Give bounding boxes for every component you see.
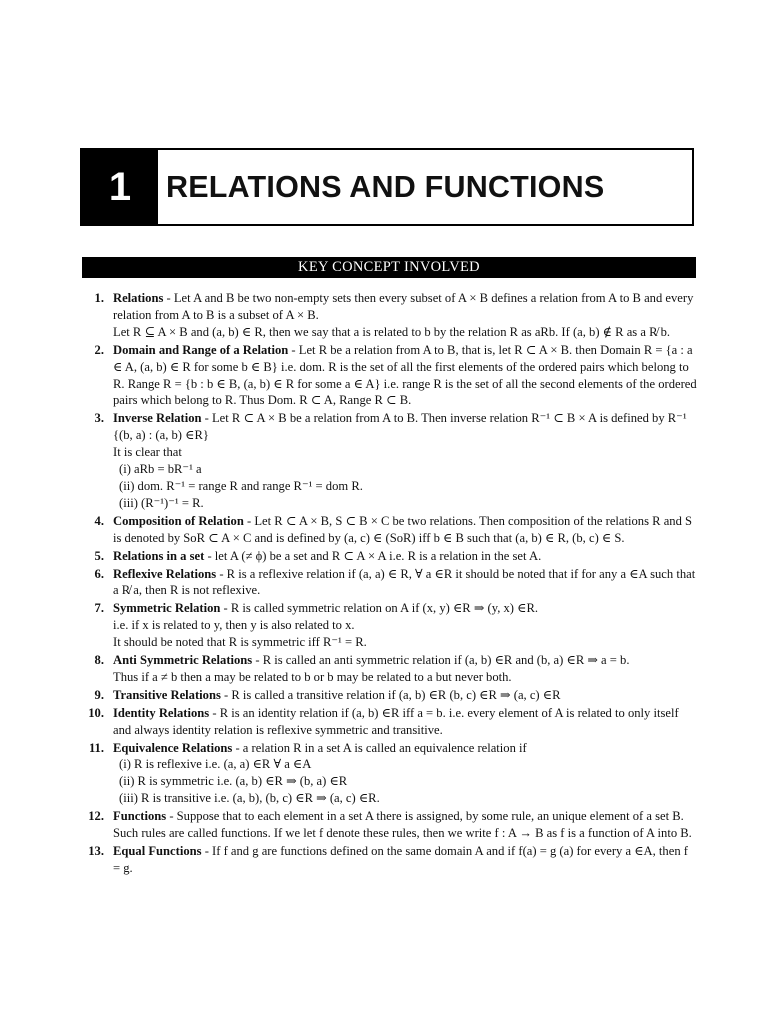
item-text: - R is called an anti symmetric relation if (a, b) ∈R and (b, a) ∈R ⇒ a = b. <box>252 653 630 668</box>
item-line: It should be noted that R is symmetric iff R⁻¹ = R. <box>113 635 367 650</box>
item-line: Let R ⊆ A × B and (a, b) ∈ R, then we say that a is related to b by the relation R as aRb. If (a, b) ∉ R as a R̸ b. <box>113 324 671 339</box>
item-title: Domain and Range of a Relation <box>113 342 289 357</box>
item-body <box>113 513 698 547</box>
item-number: 7. <box>94 601 104 616</box>
concept-item <box>80 513 698 547</box>
item-title: Relations in a set <box>113 548 205 563</box>
chapter-number: 1 <box>82 150 158 224</box>
item-line: (iii) R is transitive i.e. (a, b), (b, c) ∈R ⇒ (a, c) ∈R. <box>119 791 380 806</box>
item-title: Identity Relations <box>113 705 210 720</box>
concept-item <box>80 843 698 877</box>
item-text: - a relation R in a set A is called an equivalence relation if <box>232 740 527 755</box>
item-body <box>113 600 698 617</box>
item-title: Relations <box>113 291 164 305</box>
concept-item <box>80 705 698 739</box>
item-text: - Suppose that to each element in a set A there is assigned, by some rule, an unique element of a set B. Such rules are called functions. If we let f denote these rules, then we write f : A → B as f is a function of A into B. <box>113 809 692 841</box>
item-line: (ii) dom. R⁻¹ = range R and range R⁻¹ = dom R. <box>119 478 363 493</box>
item-number: 4. <box>94 513 104 528</box>
concept-item <box>80 548 698 565</box>
item-number: 13. <box>88 844 104 858</box>
item-text: - R is a reflexive relation if (a, a) ∈ R, ∀ a ∈R it should be noted that if for any a ∈A such that a R̸ a, then R is not reflexive. <box>113 566 696 598</box>
item-body <box>113 566 698 600</box>
concept-item <box>80 808 698 842</box>
concept-item <box>80 290 698 341</box>
item-text: - R is called a transitive relation if (a, b) ∈R (b, c) ∈R ⇒ (a, c) ∈R <box>220 687 561 702</box>
item-body <box>113 548 698 565</box>
item-title: Functions <box>113 809 167 824</box>
concept-item <box>80 600 698 651</box>
item-number: 6. <box>94 566 104 581</box>
item-title: Equal Functions <box>113 844 202 858</box>
item-body <box>113 705 698 739</box>
item-body <box>113 342 698 410</box>
item-line: (i) R is reflexive i.e. (a, a) ∈R ∀ a ∈A <box>119 757 312 772</box>
section-heading: KEY CONCEPT INVOLVED <box>82 257 696 278</box>
item-number: 1. <box>94 291 104 305</box>
concept-item <box>80 342 698 410</box>
item-number: 8. <box>94 653 104 668</box>
item-line: (iii) (R⁻¹)⁻¹ = R. <box>119 495 204 510</box>
item-body <box>113 808 698 842</box>
item-number: 3. <box>94 411 104 426</box>
item-number: 12. <box>88 809 104 824</box>
item-title: Equivalence Relations <box>113 740 233 755</box>
item-body <box>113 843 698 877</box>
concept-item <box>80 410 698 511</box>
item-line: i.e. if x is related to y, then y is also related to x. <box>113 618 355 633</box>
item-number: 5. <box>94 548 104 563</box>
item-body <box>113 687 698 704</box>
item-text: - let A (≠ ϕ) be a set and R ⊂ A × A i.e. R is a relation in the set A. <box>204 548 542 563</box>
chapter-title: RELATIONS AND FUNCTIONS <box>166 170 605 204</box>
concept-item <box>80 687 698 704</box>
item-title: Reflexive Relations <box>113 566 217 581</box>
item-text: - Let A and B be two non-empty sets then every subset of A × B defines a relation from A to B and every relation from A to B is a subset of A × B. <box>113 291 694 322</box>
concept-item <box>80 740 698 808</box>
item-body <box>113 290 698 324</box>
item-title: Composition of Relation <box>113 513 244 528</box>
item-text: - Let R ⊂ A × B, S ⊂ B × C be two relations. Then composition of the relations R and S is denoted by SoR ⊂ A × C and is defined by (a, c) ∈ (SoR) iff b ∈ B such that (a, b) ∈ R, (b, c) ∈ S. <box>113 513 693 545</box>
item-number: 11. <box>88 740 104 755</box>
item-line: (i) aRb = bR⁻¹ a <box>119 462 202 477</box>
item-title: Transitive Relations <box>113 687 221 702</box>
item-number: 10. <box>88 705 104 720</box>
item-line: It is clear that <box>113 445 182 460</box>
concept-list <box>80 290 698 878</box>
item-text: - R is called symmetric relation on A if (x, y) ∈R ⇒ (y, x) ∈R. <box>220 601 539 616</box>
item-line: (ii) R is symmetric i.e. (a, b) ∈R ⇒ (b, a) ∈R <box>119 774 348 789</box>
item-text: - Let R be a relation from A to B, that is, let R ⊂ A × B. then Domain R = {a : a ∈ A, (a, b) ∈ R for some b ∈ B} i.e. dom. R is the set of all the first elements of the ordered pairs which belong to R. Range R = {b : b ∈ B, (a, b) ∈ R for some a ∈ A} i.e. range R is the set of all the second elements of the ordered pairs which belong to R. Thus Dom. R ⊂ A, Range R ⊂ B. <box>113 342 697 408</box>
item-body <box>113 410 698 444</box>
item-text: - If f and g are functions defined on the same domain A and if f(a) = g (a) for every a ∈A, then f = g. <box>113 844 688 875</box>
concept-item <box>80 652 698 686</box>
item-number: 2. <box>94 342 104 357</box>
concept-item <box>80 566 698 600</box>
item-title: Inverse Relation <box>113 411 202 426</box>
item-body <box>113 740 698 757</box>
item-title: Anti Symmetric Relations <box>113 653 253 668</box>
item-body <box>113 652 698 669</box>
item-text: - Let R ⊂ A × B be a relation from A to B. Then inverse relation R⁻¹ ⊂ B × A is defined by R⁻¹ {(b, a) : (a, b) ∈R} <box>113 411 687 443</box>
item-line: Thus if a ≠ b then a may be related to b or b may be related to a but never both. <box>113 669 512 684</box>
item-number: 9. <box>94 687 104 702</box>
item-title: Symmetric Relation <box>113 601 221 616</box>
item-text: - R is an identity relation if (a, b) ∈R iff a = b. i.e. every element of A is related to only itself and always identity relation is reflexive symmetric and transitive. <box>113 705 679 737</box>
chapter-header <box>80 148 694 226</box>
